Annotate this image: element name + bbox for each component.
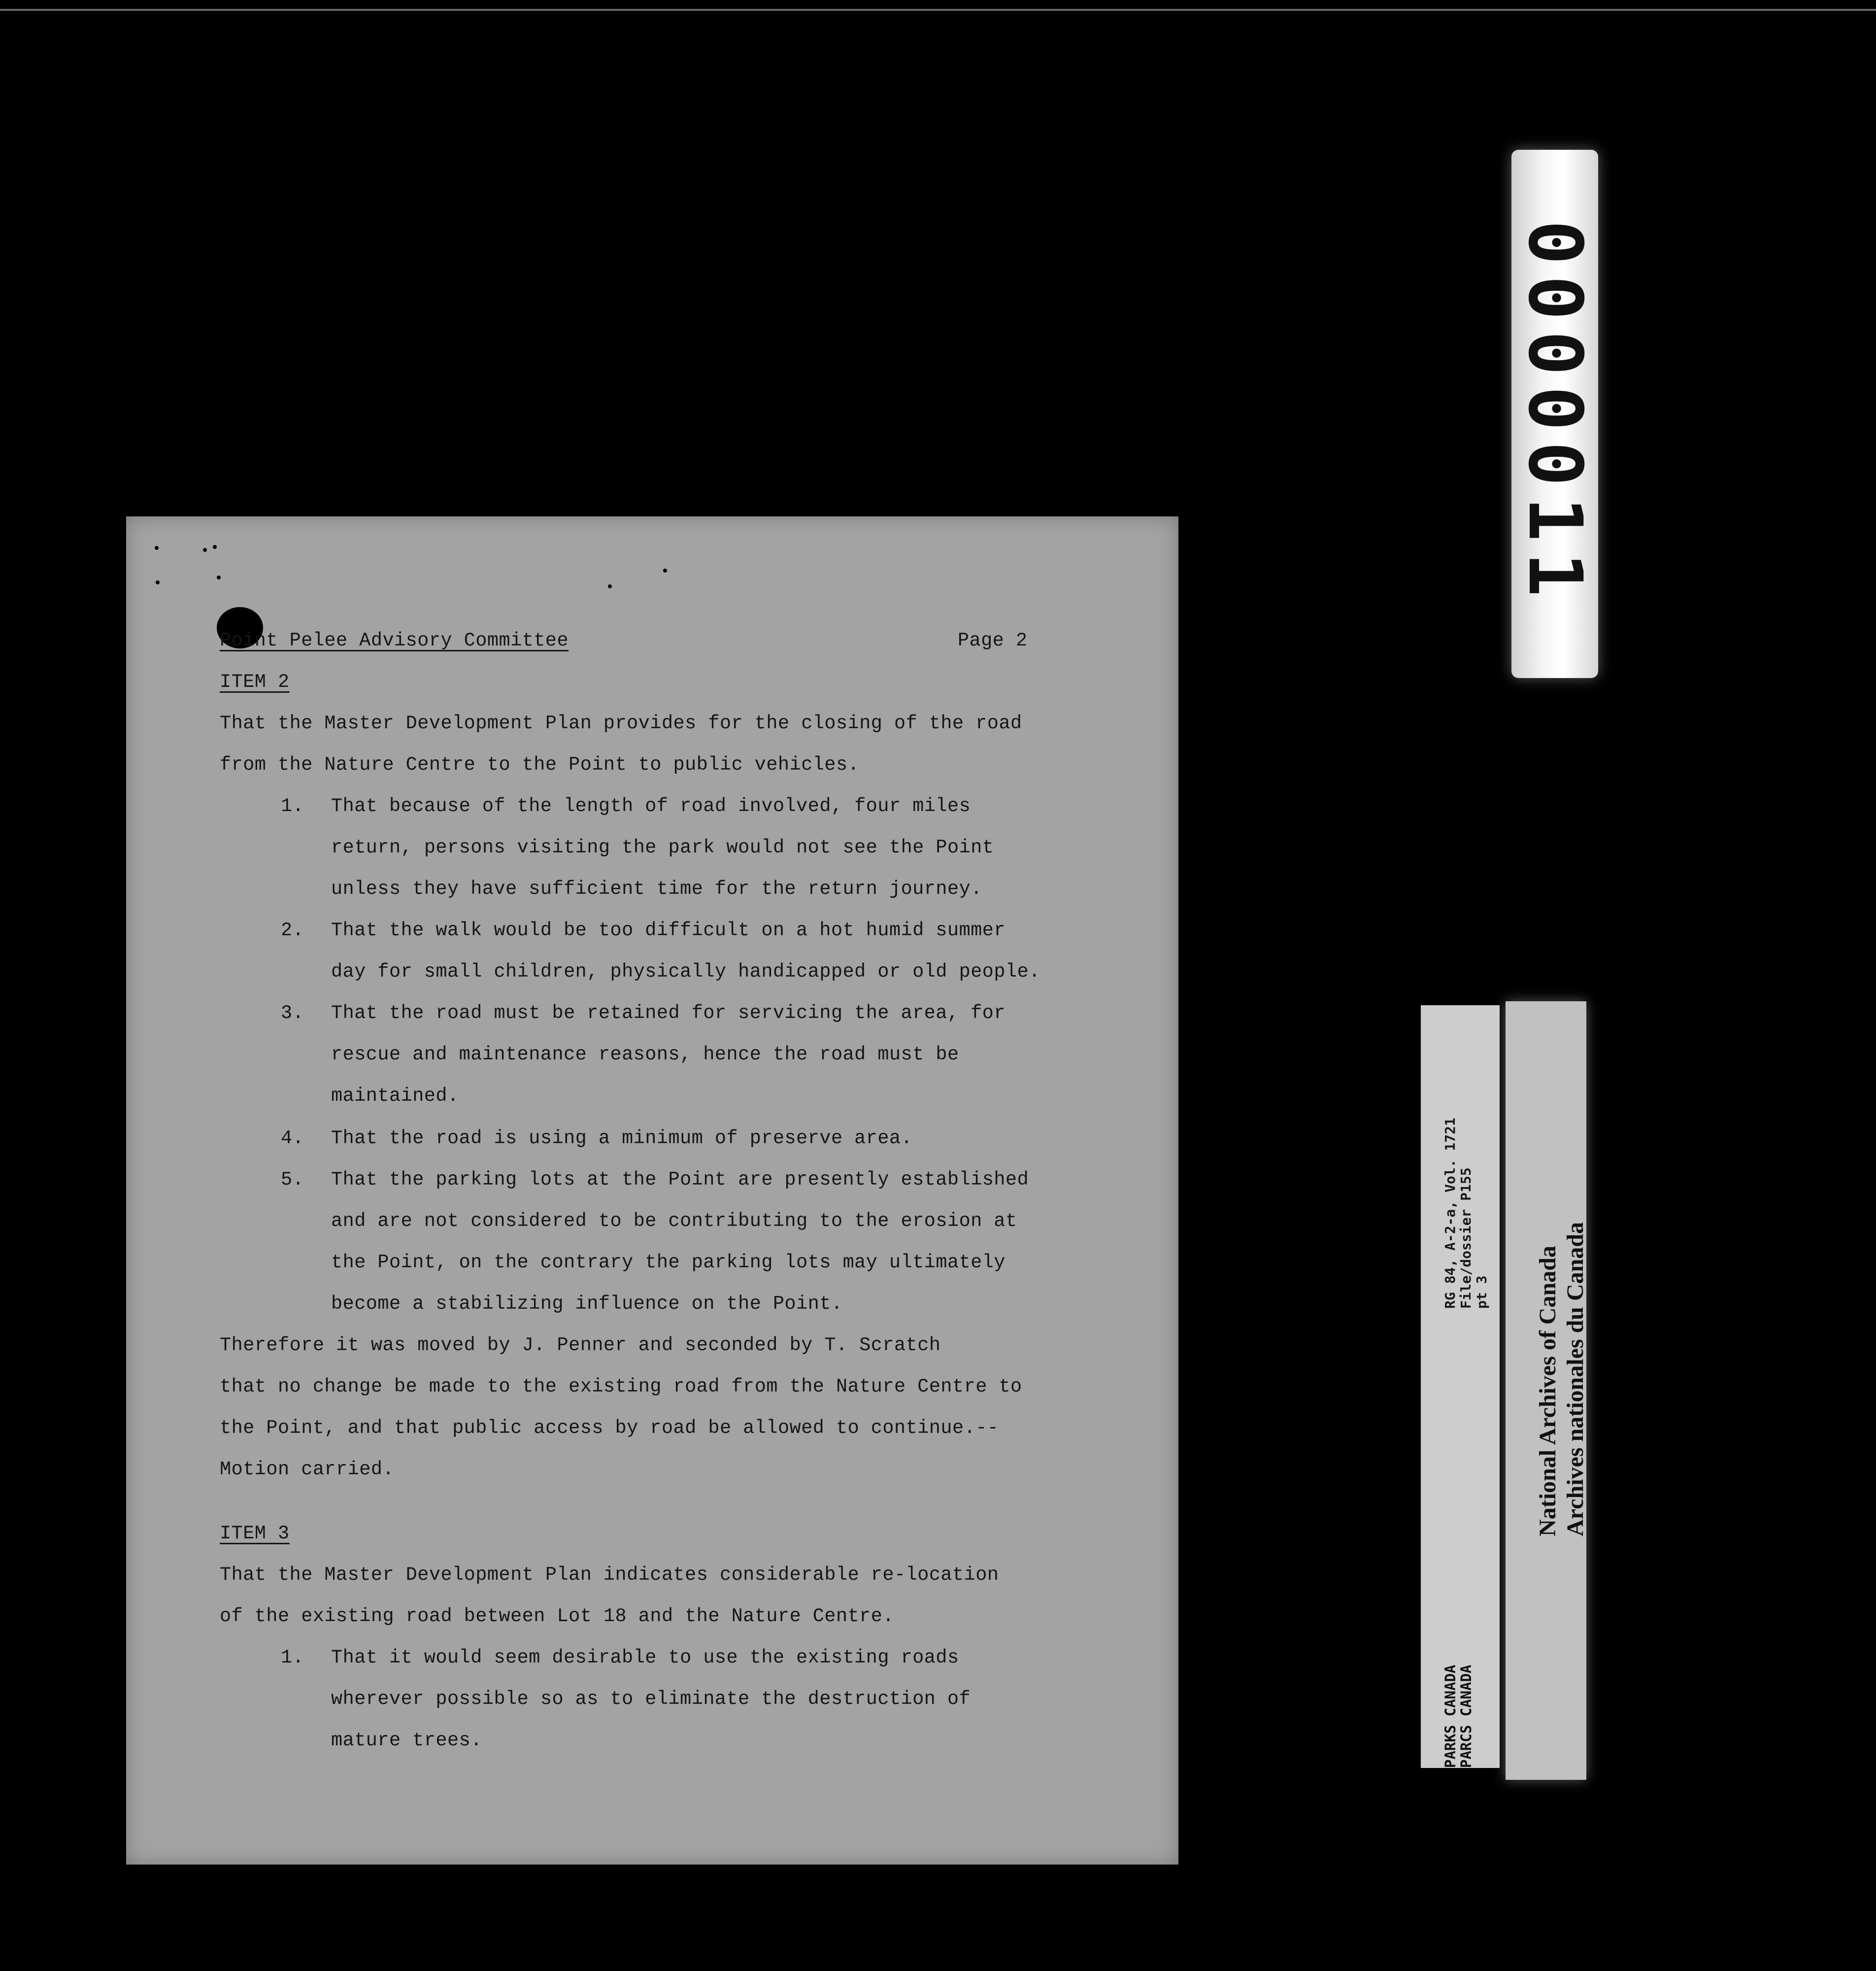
item2-point-line: That because of the length of road involved, four miles xyxy=(331,795,971,817)
motion-line: the Point, and that public access by road be allowed to continue.-- xyxy=(220,1417,999,1439)
item2-point-line: day for small children, physically handicapped or old people. xyxy=(331,961,1040,983)
part-reference: pt 3 xyxy=(1474,1275,1490,1309)
speck xyxy=(608,584,612,588)
item2-heading: ITEM 2 xyxy=(220,671,290,693)
item2-point-line: rescue and maintenance reasons, hence the road must be xyxy=(331,1044,959,1065)
item2-point-line: maintained. xyxy=(331,1085,459,1107)
item2-point-number: 1. xyxy=(281,795,304,817)
motion-line: Motion carried. xyxy=(220,1459,395,1480)
speck xyxy=(156,580,160,584)
item3-heading: ITEM 3 xyxy=(220,1523,290,1544)
item2-point-line: That the walk would be too difficult on a hot humid summer xyxy=(331,919,1006,941)
agency-english: PARKS CANADA xyxy=(1442,1665,1459,1768)
page-number: Page 2 xyxy=(958,630,1028,651)
speck xyxy=(217,576,221,579)
item2-point-line: unless they have sufficient time for the return journey. xyxy=(331,878,982,900)
item3-text-line: of the existing road between Lot 18 and the Nature Centre. xyxy=(220,1605,895,1627)
item2-point-number: 4. xyxy=(281,1127,304,1149)
item3-text-line: That the Master Development Plan indicates considerable re-location xyxy=(220,1564,999,1586)
file-reference: File/dossier P155 xyxy=(1458,1167,1474,1309)
item2-point-line: That the road is using a minimum of preserve area. xyxy=(331,1127,913,1149)
speck xyxy=(213,545,217,549)
item3-point-line: That it would seem desirable to use the existing roads xyxy=(331,1647,959,1668)
agency-names xyxy=(1442,1665,1474,1768)
item2-point-line: That the parking lots at the Point are presently established xyxy=(331,1169,1029,1190)
frame-counter-number: 0000011 xyxy=(1512,220,1598,608)
frame-counter-strip xyxy=(1511,150,1598,678)
item2-point-line: and are not considered to be contributing to the erosion at xyxy=(331,1210,1017,1232)
archive-reference xyxy=(1442,1118,1490,1309)
item2-text-line: from the Nature Centre to the Point to public vehicles. xyxy=(220,754,860,776)
speck xyxy=(155,546,159,550)
item2-point-line: That the road must be retained for servicing the area, for xyxy=(331,1002,1006,1024)
speck xyxy=(203,548,207,552)
item2-point-number: 3. xyxy=(281,1002,304,1024)
institution-french: Archives nationales du Canada xyxy=(1562,1222,1588,1536)
agency-french: PARCS CANADA xyxy=(1458,1665,1474,1768)
motion-line: that no change be made to the existing road from the Nature Centre to xyxy=(220,1376,1022,1397)
item2-point-number: 2. xyxy=(281,919,304,941)
document-title: Point Pelee Advisory Committee xyxy=(220,630,569,651)
item2-point-number: 5. xyxy=(281,1169,304,1190)
item3-point-line: mature trees. xyxy=(331,1730,482,1751)
item3-point-line: wherever possible so as to eliminate the destruction of xyxy=(331,1688,971,1710)
speck xyxy=(663,569,667,573)
top-border-rule xyxy=(0,9,1876,11)
motion-line: Therefore it was moved by J. Penner and seconded by T. Scratch xyxy=(220,1334,941,1356)
item2-point-line: return, persons visiting the park would not see the Point xyxy=(331,837,994,858)
institution-english: National Archives of Canada xyxy=(1535,1246,1561,1536)
archive-institution xyxy=(1534,1222,1589,1536)
item2-point-line: become a stabilizing influence on the Point. xyxy=(331,1293,843,1315)
record-group-reference: RG 84, A-2-a, Vol. 1721 xyxy=(1442,1118,1458,1309)
item3-point-number: 1. xyxy=(281,1647,304,1668)
item2-point-line: the Point, on the contrary the parking lots may ultimately xyxy=(331,1252,1006,1273)
item2-text-line: That the Master Development Plan provides for the closing of the road xyxy=(220,713,1022,734)
